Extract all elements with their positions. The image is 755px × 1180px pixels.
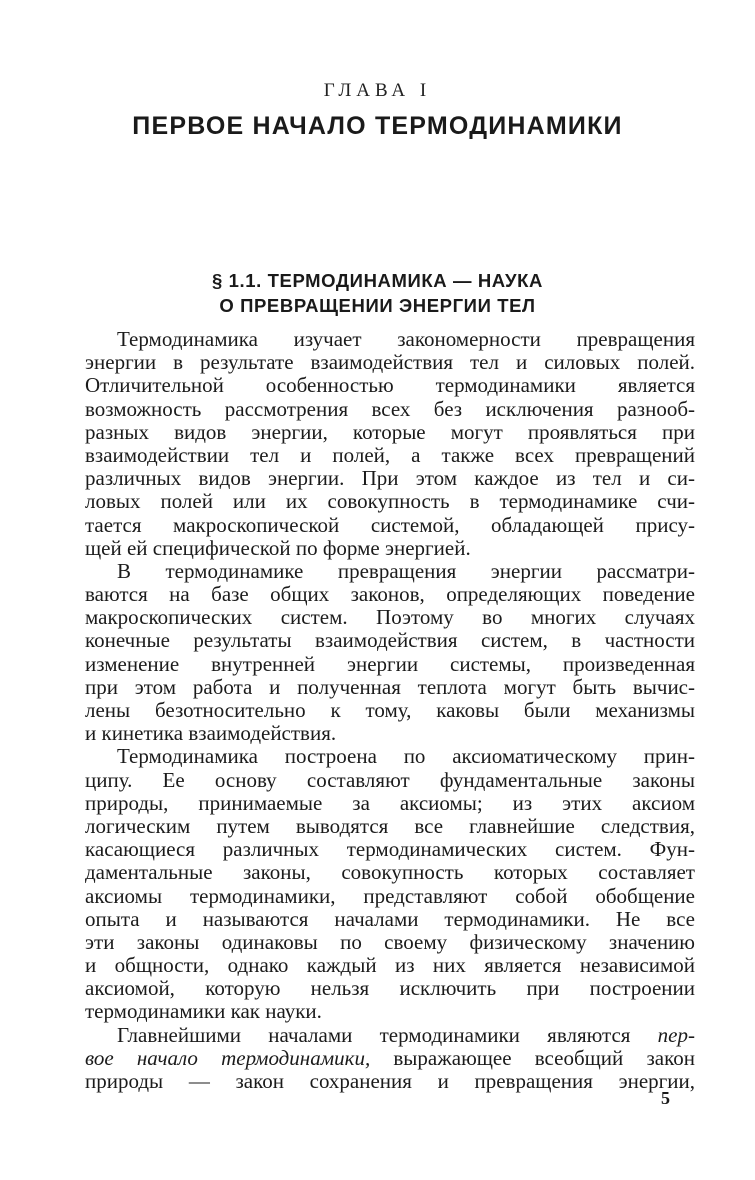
text-line: различных видов энергии. При этом каждое из тел и си-: [85, 466, 695, 491]
paragraph-2: [85, 560, 695, 746]
text-line: [85, 1024, 695, 1047]
text-line: термодинамики как науки.: [85, 999, 322, 1024]
text-line: логическим путем выводятся все главнейшие следствия,: [85, 813, 695, 838]
text-line: эти законы одинаковы по своему физическому значению: [85, 929, 695, 954]
section-heading-line-2: О ПРЕВРАЩЕНИИ ЭНЕРГИИ ТЕЛ: [219, 295, 536, 316]
text-line: касающиеся различных термодинамических систем. Фун-: [85, 837, 695, 862]
text-line: ципу. Ее основу составляют фундаментальные законы: [85, 767, 695, 792]
text-line: В термодинамике превращения энергии рассматри-: [117, 558, 695, 583]
emphasis-text: пер-: [657, 1022, 695, 1047]
chapter-title: ПЕРВОЕ НАЧАЛО ТЕРМОДИНАМИКИ: [132, 112, 623, 140]
text-line: и общности, однако каждый из них является независимой: [85, 953, 695, 978]
text-line: аксиомы термодинамики, представляют собой обобщение: [85, 883, 695, 908]
text-line: Отличительной особенностью термодинамики является: [85, 373, 695, 398]
text-line: Термодинамика изучает закономерности превращения: [117, 327, 695, 351]
text-line: и кинетика взаимодействия.: [85, 721, 337, 746]
text-line: конечные результаты взаимодействия систем, в частности: [85, 628, 695, 653]
text-line: тается макроскопической системой, обладающей прису-: [85, 512, 695, 537]
text-line: Термодинамика построена по аксиоматическому прин-: [117, 744, 695, 769]
text-line: природы — закон сохранения и превращения энергии,: [85, 1069, 695, 1093]
page-number: 5: [661, 1088, 670, 1108]
text-line: взаимодействии тел и полей, а также всех превращений: [85, 442, 695, 467]
paragraph-1: [85, 328, 695, 560]
text-line: даментальные законы, совокупность которых составляет: [85, 860, 695, 885]
section-heading: [0, 268, 755, 318]
emphasis-text: вое начало термодинамики,: [85, 1045, 371, 1070]
paragraph-4: [85, 1024, 695, 1094]
text-line: энергии в результате взаимодействия тел и силовых полей.: [85, 350, 695, 375]
chapter-label: ГЛАВА I: [323, 80, 432, 101]
section-heading-line-1: § 1.1. ТЕРМОДИНАМИКА — НАУКА: [211, 270, 544, 291]
text-line: природы, принимаемые за аксиомы; из этих аксиом: [85, 790, 695, 815]
text-line: макроскопических систем. Поэтому во многих случаях: [85, 605, 695, 630]
text-line: ловых полей или их совокупность в термодинамике счи-: [85, 489, 695, 514]
paragraph-3: [85, 745, 695, 1023]
text-line: изменение внутренней энергии системы, произведенная: [85, 651, 695, 676]
text-line: ваются на базе общих законов, определяющих поведение: [85, 582, 695, 607]
text-line: опыта и называются началами термодинамики. Не все: [85, 906, 695, 931]
body-text: [85, 328, 695, 1093]
text-run: Главнейшими началами термодинамики являются: [117, 1022, 658, 1047]
text-line: аксиомой, которую нельзя исключить при построении: [85, 976, 695, 1001]
text-line: щей ей специфической по форме энергией.: [85, 535, 471, 560]
text-line: лены безотносительно к тому, каковы были механизмы: [85, 698, 695, 722]
text-line: разных видов энергии, которые могут проявляться при: [85, 419, 695, 444]
text-line: при этом работа и полученная теплота могут быть вычис-: [85, 674, 695, 699]
text-line: [85, 1047, 695, 1070]
text-run: выражающее всеобщий закон: [370, 1045, 695, 1070]
text-line: возможность рассмотрения всех без исключения разнооб-: [85, 396, 695, 421]
